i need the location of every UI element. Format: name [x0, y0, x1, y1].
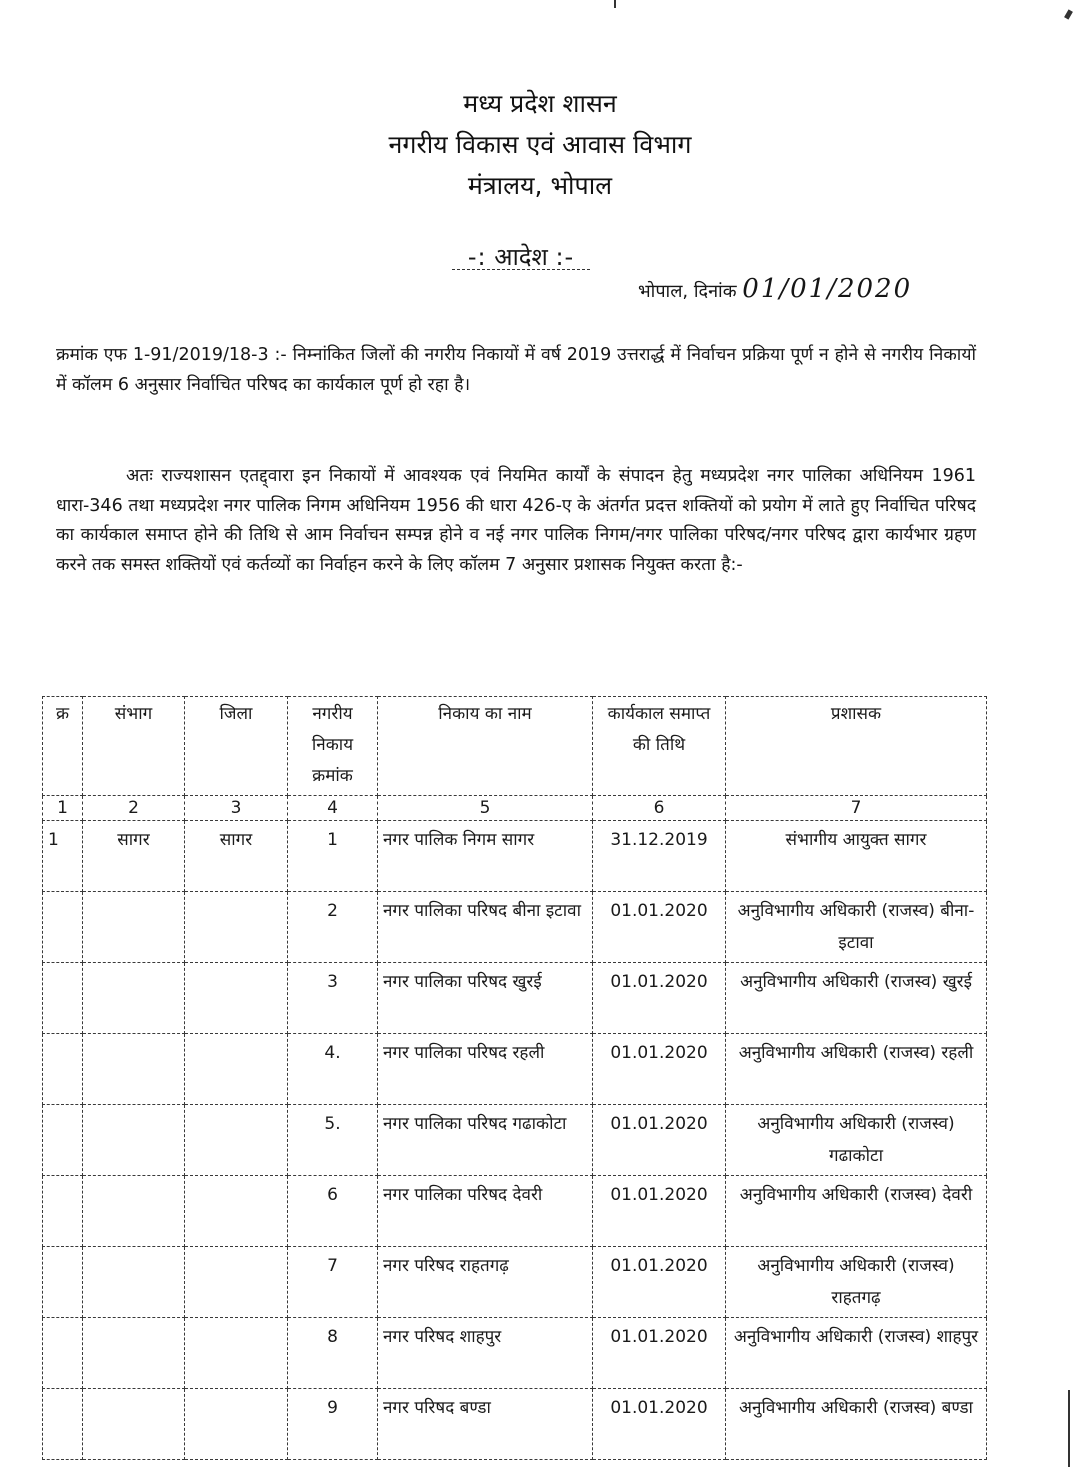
cell-sr: [43, 1318, 83, 1389]
table-row: [43, 1318, 987, 1389]
cell-sr: [43, 1247, 83, 1318]
cell-term-end: 01.01.2020: [593, 1389, 726, 1460]
ministry-heading: मंत्रालय, भोपाल: [467, 171, 613, 200]
cell-body-no: 7: [288, 1247, 378, 1318]
table-row: [43, 1389, 987, 1460]
cell-body-name: नगर पालिका परिषद गढाकोटा: [378, 1105, 593, 1176]
header-division: संभाग: [83, 697, 185, 796]
cell-body-no: 4.: [288, 1034, 378, 1105]
cell-district: [185, 1105, 288, 1176]
cell-administrator: संभागीय आयुक्त सागर: [726, 821, 987, 892]
cell-administrator: अनुविभागीय अधिकारी (राजस्व) रहली: [726, 1034, 987, 1105]
cell-body-no: 5.: [288, 1105, 378, 1176]
cell-body-name: नगर पालिका परिषद खुरई: [378, 963, 593, 1034]
cell-division: [83, 1318, 185, 1389]
cell-division: [83, 892, 185, 963]
column-number: 5: [378, 796, 593, 821]
order-title-right-mark: :-: [555, 243, 575, 271]
cell-division: [83, 1034, 185, 1105]
cell-term-end: 01.01.2020: [593, 963, 726, 1034]
cell-sr: [43, 963, 83, 1034]
dateline-label: भोपाल, दिनांक: [638, 281, 737, 302]
cell-administrator: अनुविभागीय अधिकारी (राजस्व) देवरी: [726, 1176, 987, 1247]
cell-term-end: 01.01.2020: [593, 892, 726, 963]
cell-district: [185, 892, 288, 963]
cell-body-name: नगर पालिक निगम सागर: [378, 821, 593, 892]
cell-body-name: नगर परिषद बण्डा: [378, 1389, 593, 1460]
cell-district: [185, 1318, 288, 1389]
cell-administrator: अनुविभागीय अधिकारी (राजस्व) गढाकोटा: [726, 1105, 987, 1176]
table-header-row: [43, 697, 987, 796]
column-number: 7: [726, 796, 987, 821]
cell-term-end: 01.01.2020: [593, 1247, 726, 1318]
table-row: [43, 1105, 987, 1176]
department-heading: नगरीय विकास एवं आवास विभाग: [388, 130, 692, 159]
cell-sr: [43, 1034, 83, 1105]
column-number-row: [43, 796, 987, 821]
scan-mark: [614, 0, 616, 8]
table-row: [43, 1176, 987, 1247]
cell-body-no: 9: [288, 1389, 378, 1460]
column-number: 2: [83, 796, 185, 821]
header-term-end: कार्यकाल समाप्त की तिथि: [593, 697, 726, 796]
cell-term-end: 31.12.2019: [593, 821, 726, 892]
cell-administrator: अनुविभागीय अधिकारी (राजस्व) बण्डा: [726, 1389, 987, 1460]
cell-body-name: नगर पालिका परिषद देवरी: [378, 1176, 593, 1247]
header-sr: क्र: [43, 697, 83, 796]
column-number: 6: [593, 796, 726, 821]
handwritten-date: 01/01/2020: [742, 274, 913, 304]
order-paragraph-1: क्रमांक एफ 1-91/2019/18-3 :- निम्नांकित जिलों की नगरीय निकायों में वर्ष 2019 उत्तरार्द्ध में निर्वाचन प्रक्रिया पूर्ण न होने से नगरीय निकायों में कॉलम 6 अनुसार निर्वाचित परिषद का कार्यकाल पूर्ण हो रहा है।: [56, 345, 976, 395]
cell-district: [185, 1176, 288, 1247]
cell-district: [185, 1247, 288, 1318]
cell-division: [83, 963, 185, 1034]
order-title-left-mark: -:: [467, 243, 487, 271]
cell-division: [83, 1247, 185, 1318]
cell-term-end: 01.01.2020: [593, 1176, 726, 1247]
cell-division: [83, 1105, 185, 1176]
cell-sr: [43, 1105, 83, 1176]
cell-administrator: अनुविभागीय अधिकारी (राजस्व) खुरई: [726, 963, 987, 1034]
cell-term-end: 01.01.2020: [593, 1034, 726, 1105]
scan-mark: [1064, 9, 1073, 19]
cell-division: [83, 1176, 185, 1247]
cell-administrator: अनुविभागीय अधिकारी (राजस्व) बीना-इटावा: [726, 892, 987, 963]
cell-sr: [43, 1176, 83, 1247]
header-administrator: प्रशासक: [726, 697, 987, 796]
table-row: [43, 892, 987, 963]
cell-district: [185, 1389, 288, 1460]
column-number: 4: [288, 796, 378, 821]
cell-body-no: 1: [288, 821, 378, 892]
order-paragraph-2: [56, 462, 976, 580]
administrator-table: [42, 696, 987, 1460]
header-body-no: नगरीय निकाय क्रमांक: [288, 697, 378, 796]
govt-heading: मध्य प्रदेश शासन: [463, 89, 617, 118]
cell-body-name: नगर परिषद शाहपुर: [378, 1318, 593, 1389]
cell-sr: [43, 1389, 83, 1460]
cell-division: [83, 1389, 185, 1460]
table-row: [43, 1247, 987, 1318]
cell-sr: [43, 892, 83, 963]
cell-body-no: 6: [288, 1176, 378, 1247]
cell-district: सागर: [185, 821, 288, 892]
order-paragraph-2-text: अतः राज्यशासन एतद्द्वारा इन निकायों में आवश्यक एवं नियमित कार्यों के संपादन हेतु मध्यप्रदेश नगर पालिका अधिनियम 1961 धारा-346 तथा मध्यप्रदेश नगर पालिक निगम अधिनियम 1956 की धारा 426-ए के अंतर्गत प्रदत्त शक्तियों को प्रयोग में लाते हुए निर्वाचित परिषद का कार्यकाल समाप्त होने की तिथि से आम निर्वाचन सम्पन्न होने व नई नगर पालिक निगम/नगर पालिका परिषद/नगर परिषद द्वारा कार्यभार ग्रहण करने तक समस्त शक्तियों एवं कर्तव्यों का निर्वाहन करने के लिए कॉलम 7 अनुसार प्रशासक नियुक्त करता है:-: [56, 466, 976, 575]
cell-body-name: नगर पालिका परिषद रहली: [378, 1034, 593, 1105]
table-row: [43, 963, 987, 1034]
cell-body-no: 2: [288, 892, 378, 963]
cell-body-no: 8: [288, 1318, 378, 1389]
cell-district: [185, 1034, 288, 1105]
scan-edge-line: [1068, 1390, 1070, 1467]
cell-body-name: नगर परिषद राहतगढ़: [378, 1247, 593, 1318]
cell-term-end: 01.01.2020: [593, 1318, 726, 1389]
dateline: [638, 274, 912, 304]
cell-term-end: 01.01.2020: [593, 1105, 726, 1176]
cell-administrator: अनुविभागीय अधिकारी (राजस्व) शाहपुर: [726, 1318, 987, 1389]
cell-district: [185, 963, 288, 1034]
cell-division: सागर: [83, 821, 185, 892]
column-number: 3: [185, 796, 288, 821]
order-title-underline: [452, 269, 590, 270]
table-row: [43, 821, 987, 892]
order-title-word: आदेश: [494, 243, 548, 271]
cell-body-no: 3: [288, 963, 378, 1034]
cell-administrator: अनुविभागीय अधिकारी (राजस्व) राहतगढ़: [726, 1247, 987, 1318]
column-number: 1: [43, 796, 83, 821]
header-district: जिला: [185, 697, 288, 796]
header-body-name: निकाय का नाम: [378, 697, 593, 796]
table-row: [43, 1034, 987, 1105]
cell-sr: 1: [43, 821, 83, 892]
cell-body-name: नगर पालिका परिषद बीना इटावा: [378, 892, 593, 963]
